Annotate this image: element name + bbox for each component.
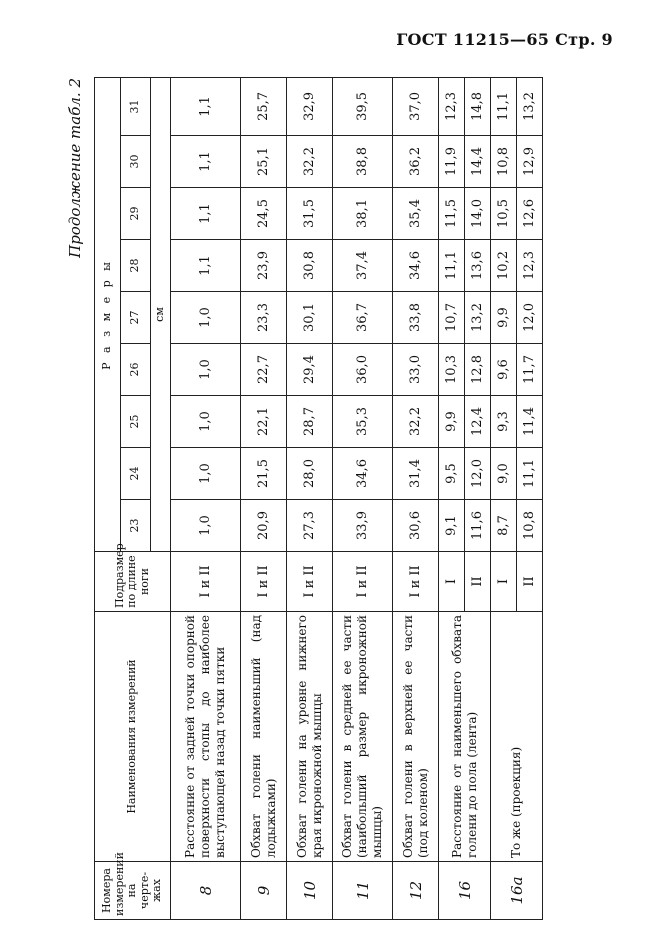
- size-header: 27: [121, 292, 151, 344]
- page-header: ГОСТ 11215—65 Стр. 9: [396, 30, 613, 49]
- value-cell: 38,8: [333, 136, 393, 188]
- value-cell: 14,0: [465, 188, 491, 240]
- size-header: 30: [121, 136, 151, 188]
- value-cell: 1,1: [171, 188, 241, 240]
- value-cell: 14,8: [465, 77, 491, 135]
- value-cell: 36,2: [393, 136, 439, 188]
- header-subsize: Подразмер по длине ноги: [95, 552, 171, 612]
- value-cell: 9,0: [491, 448, 517, 500]
- measurement-number: 9: [241, 862, 287, 920]
- value-cell: 12,8: [465, 344, 491, 396]
- value-cell: 12,0: [517, 292, 543, 344]
- value-cell: 22,1: [241, 396, 287, 448]
- value-cell: 23,9: [241, 240, 287, 292]
- value-cell: 30,6: [393, 500, 439, 552]
- value-cell: 13,2: [517, 77, 543, 135]
- value-cell: 35,3: [333, 396, 393, 448]
- value-cell: 25,7: [241, 77, 287, 135]
- table-row: [439, 77, 465, 919]
- rotated-page-content: [62, 78, 614, 920]
- measurement-name: Обхват голени в верхней ее части (под коленом): [393, 612, 439, 862]
- measurement-number: 16а: [491, 862, 543, 920]
- value-cell: 28,7: [287, 396, 333, 448]
- value-cell: 11,6: [465, 500, 491, 552]
- value-cell: 10,8: [517, 500, 543, 552]
- subsize-cell: I и II: [241, 552, 287, 612]
- value-cell: 24,5: [241, 188, 287, 240]
- header-number: Номера измерений на черте-жах: [95, 862, 171, 920]
- measurement-name: Обхват голени наименьший (над лодыжками): [241, 612, 287, 862]
- measurement-number: 10: [287, 862, 333, 920]
- value-cell: 13,6: [465, 240, 491, 292]
- value-cell: 10,7: [439, 292, 465, 344]
- subsize-cell: I и II: [171, 552, 241, 612]
- value-cell: 30,1: [287, 292, 333, 344]
- value-cell: 9,5: [439, 448, 465, 500]
- value-cell: 12,3: [517, 240, 543, 292]
- value-cell: 32,9: [287, 77, 333, 135]
- subsize-cell: II: [517, 552, 543, 612]
- header-name: Наименования измерений: [95, 612, 171, 862]
- size-header: 24: [121, 448, 151, 500]
- value-cell: 9,9: [491, 292, 517, 344]
- value-cell: 1,0: [171, 500, 241, 552]
- value-cell: 1,1: [171, 136, 241, 188]
- value-cell: 1,0: [171, 344, 241, 396]
- measurement-name: Расстояние от наименьшего обхвата голени до пола (лента): [439, 612, 491, 862]
- table-row: [333, 77, 393, 919]
- size-header: 31: [121, 77, 151, 135]
- value-cell: 11,4: [517, 396, 543, 448]
- value-cell: 11,5: [439, 188, 465, 240]
- value-cell: 32,2: [393, 396, 439, 448]
- value-cell: 1,0: [171, 396, 241, 448]
- subsize-cell: I и II: [393, 552, 439, 612]
- value-cell: 31,4: [393, 448, 439, 500]
- measurement-name: Обхват голени в средней ее части (наибольший размер икроножной мышцы): [333, 612, 393, 862]
- measurement-name: Расстояние от задней точки опорной поверхности стопы до наиболее выступающей назад точки пятки: [171, 612, 241, 862]
- value-cell: 14,4: [465, 136, 491, 188]
- value-cell: 9,3: [491, 396, 517, 448]
- value-cell: 22,7: [241, 344, 287, 396]
- size-header: 26: [121, 344, 151, 396]
- size-header: 25: [121, 396, 151, 448]
- value-cell: 1,1: [171, 240, 241, 292]
- subsize-cell: I: [439, 552, 465, 612]
- value-cell: 23,3: [241, 292, 287, 344]
- value-cell: 12,4: [465, 396, 491, 448]
- value-cell: 11,1: [491, 77, 517, 135]
- value-cell: 21,5: [241, 448, 287, 500]
- value-cell: 30,8: [287, 240, 333, 292]
- header-sizes: Р а з м е р ы: [95, 77, 121, 551]
- value-cell: 11,1: [439, 240, 465, 292]
- size-header: 28: [121, 240, 151, 292]
- table-row: [287, 77, 333, 919]
- size-header: 29: [121, 188, 151, 240]
- subsize-cell: I и II: [333, 552, 393, 612]
- measurement-name: Обхват голени на уровне нижнего края икроножной мышцы: [287, 612, 333, 862]
- value-cell: 9,9: [439, 396, 465, 448]
- value-cell: 13,2: [465, 292, 491, 344]
- value-cell: 20,9: [241, 500, 287, 552]
- measurement-number: 8: [171, 862, 241, 920]
- value-cell: 32,2: [287, 136, 333, 188]
- value-cell: 27,3: [287, 500, 333, 552]
- value-cell: 39,5: [333, 77, 393, 135]
- value-cell: 9,1: [439, 500, 465, 552]
- value-cell: 9,6: [491, 344, 517, 396]
- measurement-number: 16: [439, 862, 491, 920]
- header-unit: см: [151, 77, 171, 551]
- value-cell: 35,4: [393, 188, 439, 240]
- value-cell: 12,3: [439, 77, 465, 135]
- value-cell: 10,3: [439, 344, 465, 396]
- measurement-name: То же (проекция): [491, 612, 543, 862]
- value-cell: 34,6: [393, 240, 439, 292]
- value-cell: 12,0: [465, 448, 491, 500]
- value-cell: 1,1: [171, 77, 241, 135]
- value-cell: 8,7: [491, 500, 517, 552]
- value-cell: 25,1: [241, 136, 287, 188]
- value-cell: 29,4: [287, 344, 333, 396]
- table-row: [491, 77, 517, 919]
- value-cell: 33,8: [393, 292, 439, 344]
- value-cell: 28,0: [287, 448, 333, 500]
- size-header: 23: [121, 500, 151, 552]
- value-cell: 33,9: [333, 500, 393, 552]
- value-cell: 36,7: [333, 292, 393, 344]
- value-cell: 36,0: [333, 344, 393, 396]
- table-row: [393, 77, 439, 919]
- value-cell: 10,8: [491, 136, 517, 188]
- value-cell: 33,0: [393, 344, 439, 396]
- subsize-cell: I и II: [287, 552, 333, 612]
- table-row: [171, 77, 241, 919]
- subsize-cell: I: [491, 552, 517, 612]
- subsize-cell: II: [465, 552, 491, 612]
- value-cell: 38,1: [333, 188, 393, 240]
- value-cell: 37,0: [393, 77, 439, 135]
- table-subtitle: Продолжение табл. 2: [66, 78, 84, 258]
- value-cell: 1,0: [171, 448, 241, 500]
- measurements-table: [94, 77, 543, 920]
- value-cell: 11,7: [517, 344, 543, 396]
- value-cell: 31,5: [287, 188, 333, 240]
- value-cell: 1,0: [171, 292, 241, 344]
- value-cell: 11,1: [517, 448, 543, 500]
- measurement-number: 11: [333, 862, 393, 920]
- measurement-number: 12: [393, 862, 439, 920]
- value-cell: 10,5: [491, 188, 517, 240]
- value-cell: 34,6: [333, 448, 393, 500]
- value-cell: 10,2: [491, 240, 517, 292]
- value-cell: 12,9: [517, 136, 543, 188]
- table-row: [241, 77, 287, 919]
- value-cell: 37,4: [333, 240, 393, 292]
- value-cell: 12,6: [517, 188, 543, 240]
- value-cell: 11,9: [439, 136, 465, 188]
